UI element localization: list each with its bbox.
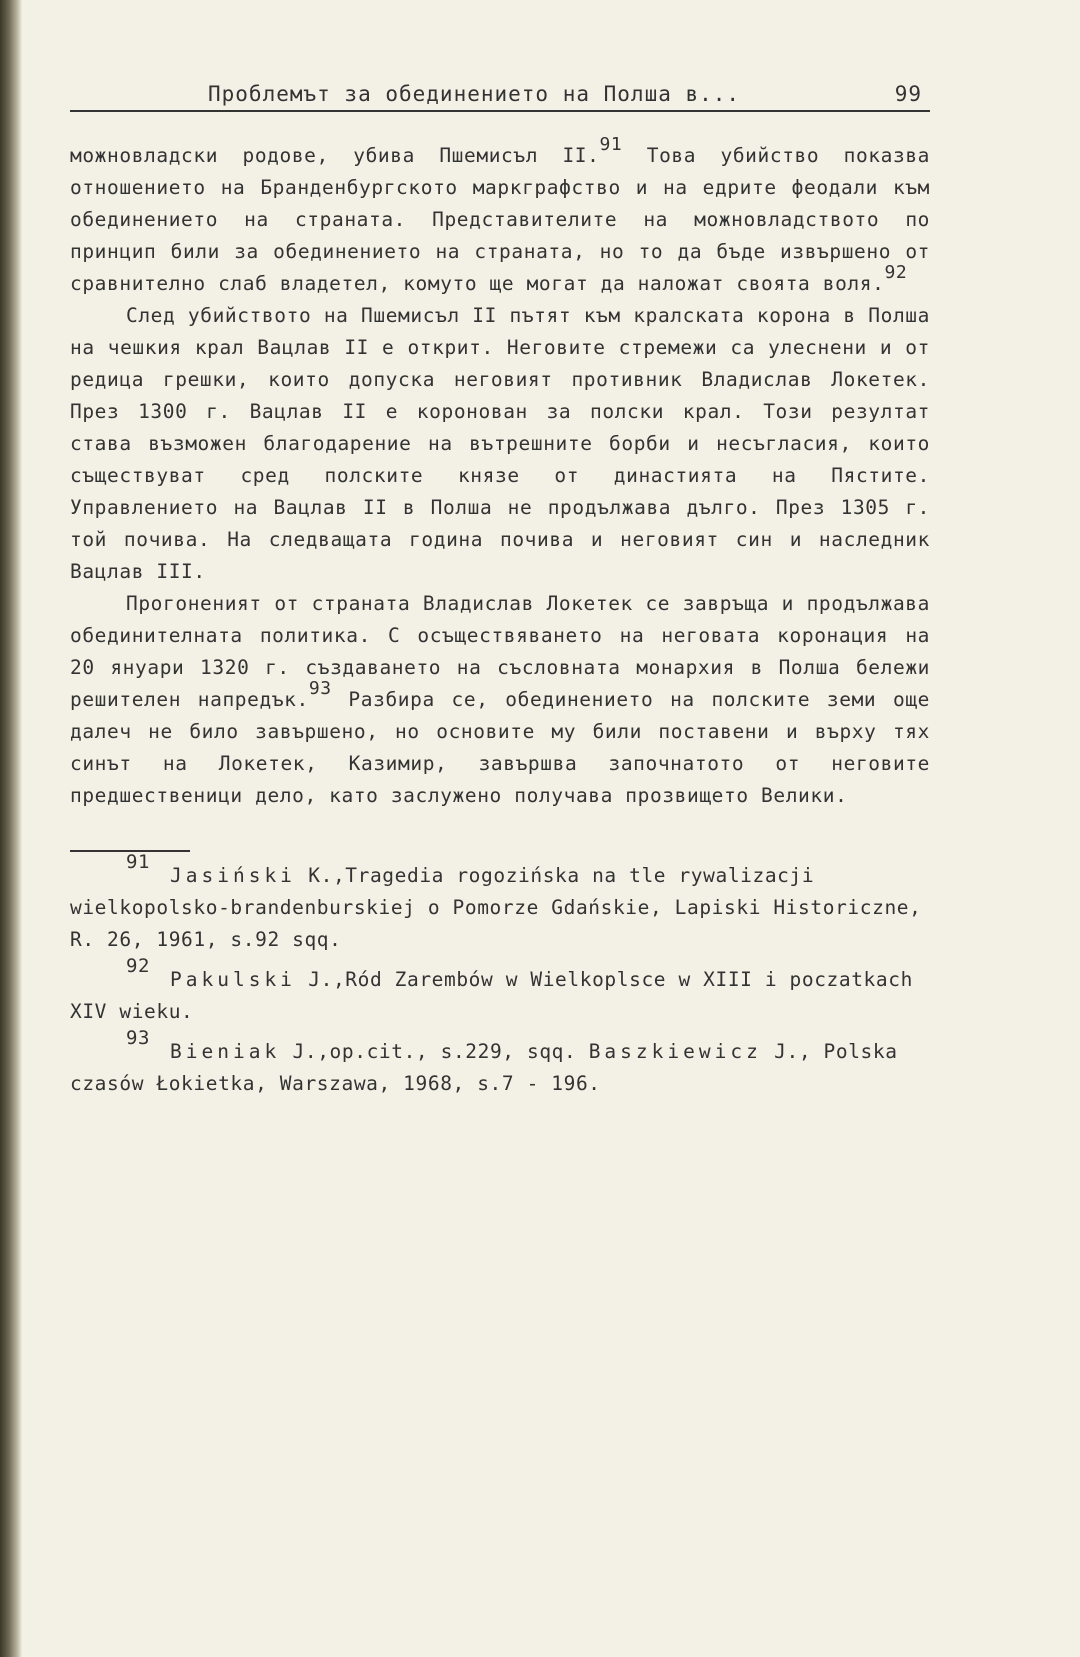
- footnote-ref-91: 91: [599, 134, 623, 155]
- footnote-number: 91: [126, 851, 151, 873]
- footnote-author: Pakulski: [170, 968, 296, 991]
- page-number: 99: [894, 82, 922, 106]
- paragraph-1-text-b: Това убийство показва отношението на Бранденбургското маркграфство и на едрите феодали към обединението на страната. Представителите на можновладството по принцип били за обединението на страната, но то да бъде извършено от сравнително слаб владетел, комуто ще могат да наложат своята воля.: [70, 144, 930, 295]
- paragraph-2: След убийството на Пшемисъл II пътят към кралската корона в Полша на чешкия крал Вацлав II е открит. Неговите стремежи са улеснени и от редица грешки, които допуска неговият противник Владислав Локетек. През 1300 г. Вацлав II е коронован за полски крал. Този резултат става възможен благодарение на вътрешните борби и несъгласия, които съществуват сред полските князе от династията на Пястите. Управлението на Вацлав II в Полша не продължава дълго. През 1305 г. той почива. На следващата година почива и неговият син и наследник Вацлав III.: [70, 304, 930, 583]
- book-binding-edge: [0, 0, 22, 1657]
- paragraph-1-text-a: можновладски родове, убива Пшемисъл II.: [70, 144, 600, 167]
- footnote-92: [70, 955, 930, 1028]
- paragraph-3-text-a: Прогоненият от страната Владислав Локетек се завръща и продължава обединителната политика. С осъществяването на неговата коронация на 20 януари 1320 г. създаването на съсловната монархия в Полша бележи решителен напредък.: [70, 592, 930, 711]
- paragraph-3-text-b: Разбира се, обединението на полските земи още далеч не било завършено, но основите му били поставени и върху тях синът на Локетек, Казимир, завършва започнатото от неговите предшественици дело, като заслужено получава прозвището Велики.: [70, 688, 930, 807]
- book-page: [70, 78, 930, 1108]
- footnote-author-2: Baszkiewicz: [588, 1040, 762, 1063]
- footnote-author: Bieniak: [170, 1040, 281, 1063]
- footnote-ref-93: 93: [308, 678, 332, 699]
- paragraph-1: [70, 134, 930, 300]
- footnote-93: [70, 1027, 930, 1100]
- footnote-91: [70, 851, 930, 956]
- main-text: [70, 134, 930, 812]
- footnote-text: J.,Ród Zarembów w Wielkoplsce w XIII i poczatkach XIV wieku.: [70, 968, 913, 1023]
- footnote-text: K.,Tragedia rogozińska na tle rywalizacji wielkopolsko-brandenburskiej o Pomorze Gdańskie, Lapiski Historiczne, R. 26, 1961, s.92 sqq.: [70, 864, 922, 951]
- running-header: [70, 78, 930, 112]
- running-title: Проблемът за обединението на Полша в...: [208, 82, 741, 106]
- footnotes-section: [70, 851, 930, 1100]
- footnote-text-2: J., Polska czasów Łokietka, Warszawa, 1968, s.7 - 196.: [70, 1040, 898, 1095]
- paragraph-3: [70, 588, 930, 812]
- footnote-author: Jasiński: [170, 864, 296, 887]
- footnote-number: 93: [126, 1027, 151, 1049]
- footnote-text: J.,op.cit., s.229, sqq.: [280, 1040, 589, 1063]
- footnote-number: 92: [126, 955, 151, 977]
- footnote-ref-92: 92: [884, 262, 908, 283]
